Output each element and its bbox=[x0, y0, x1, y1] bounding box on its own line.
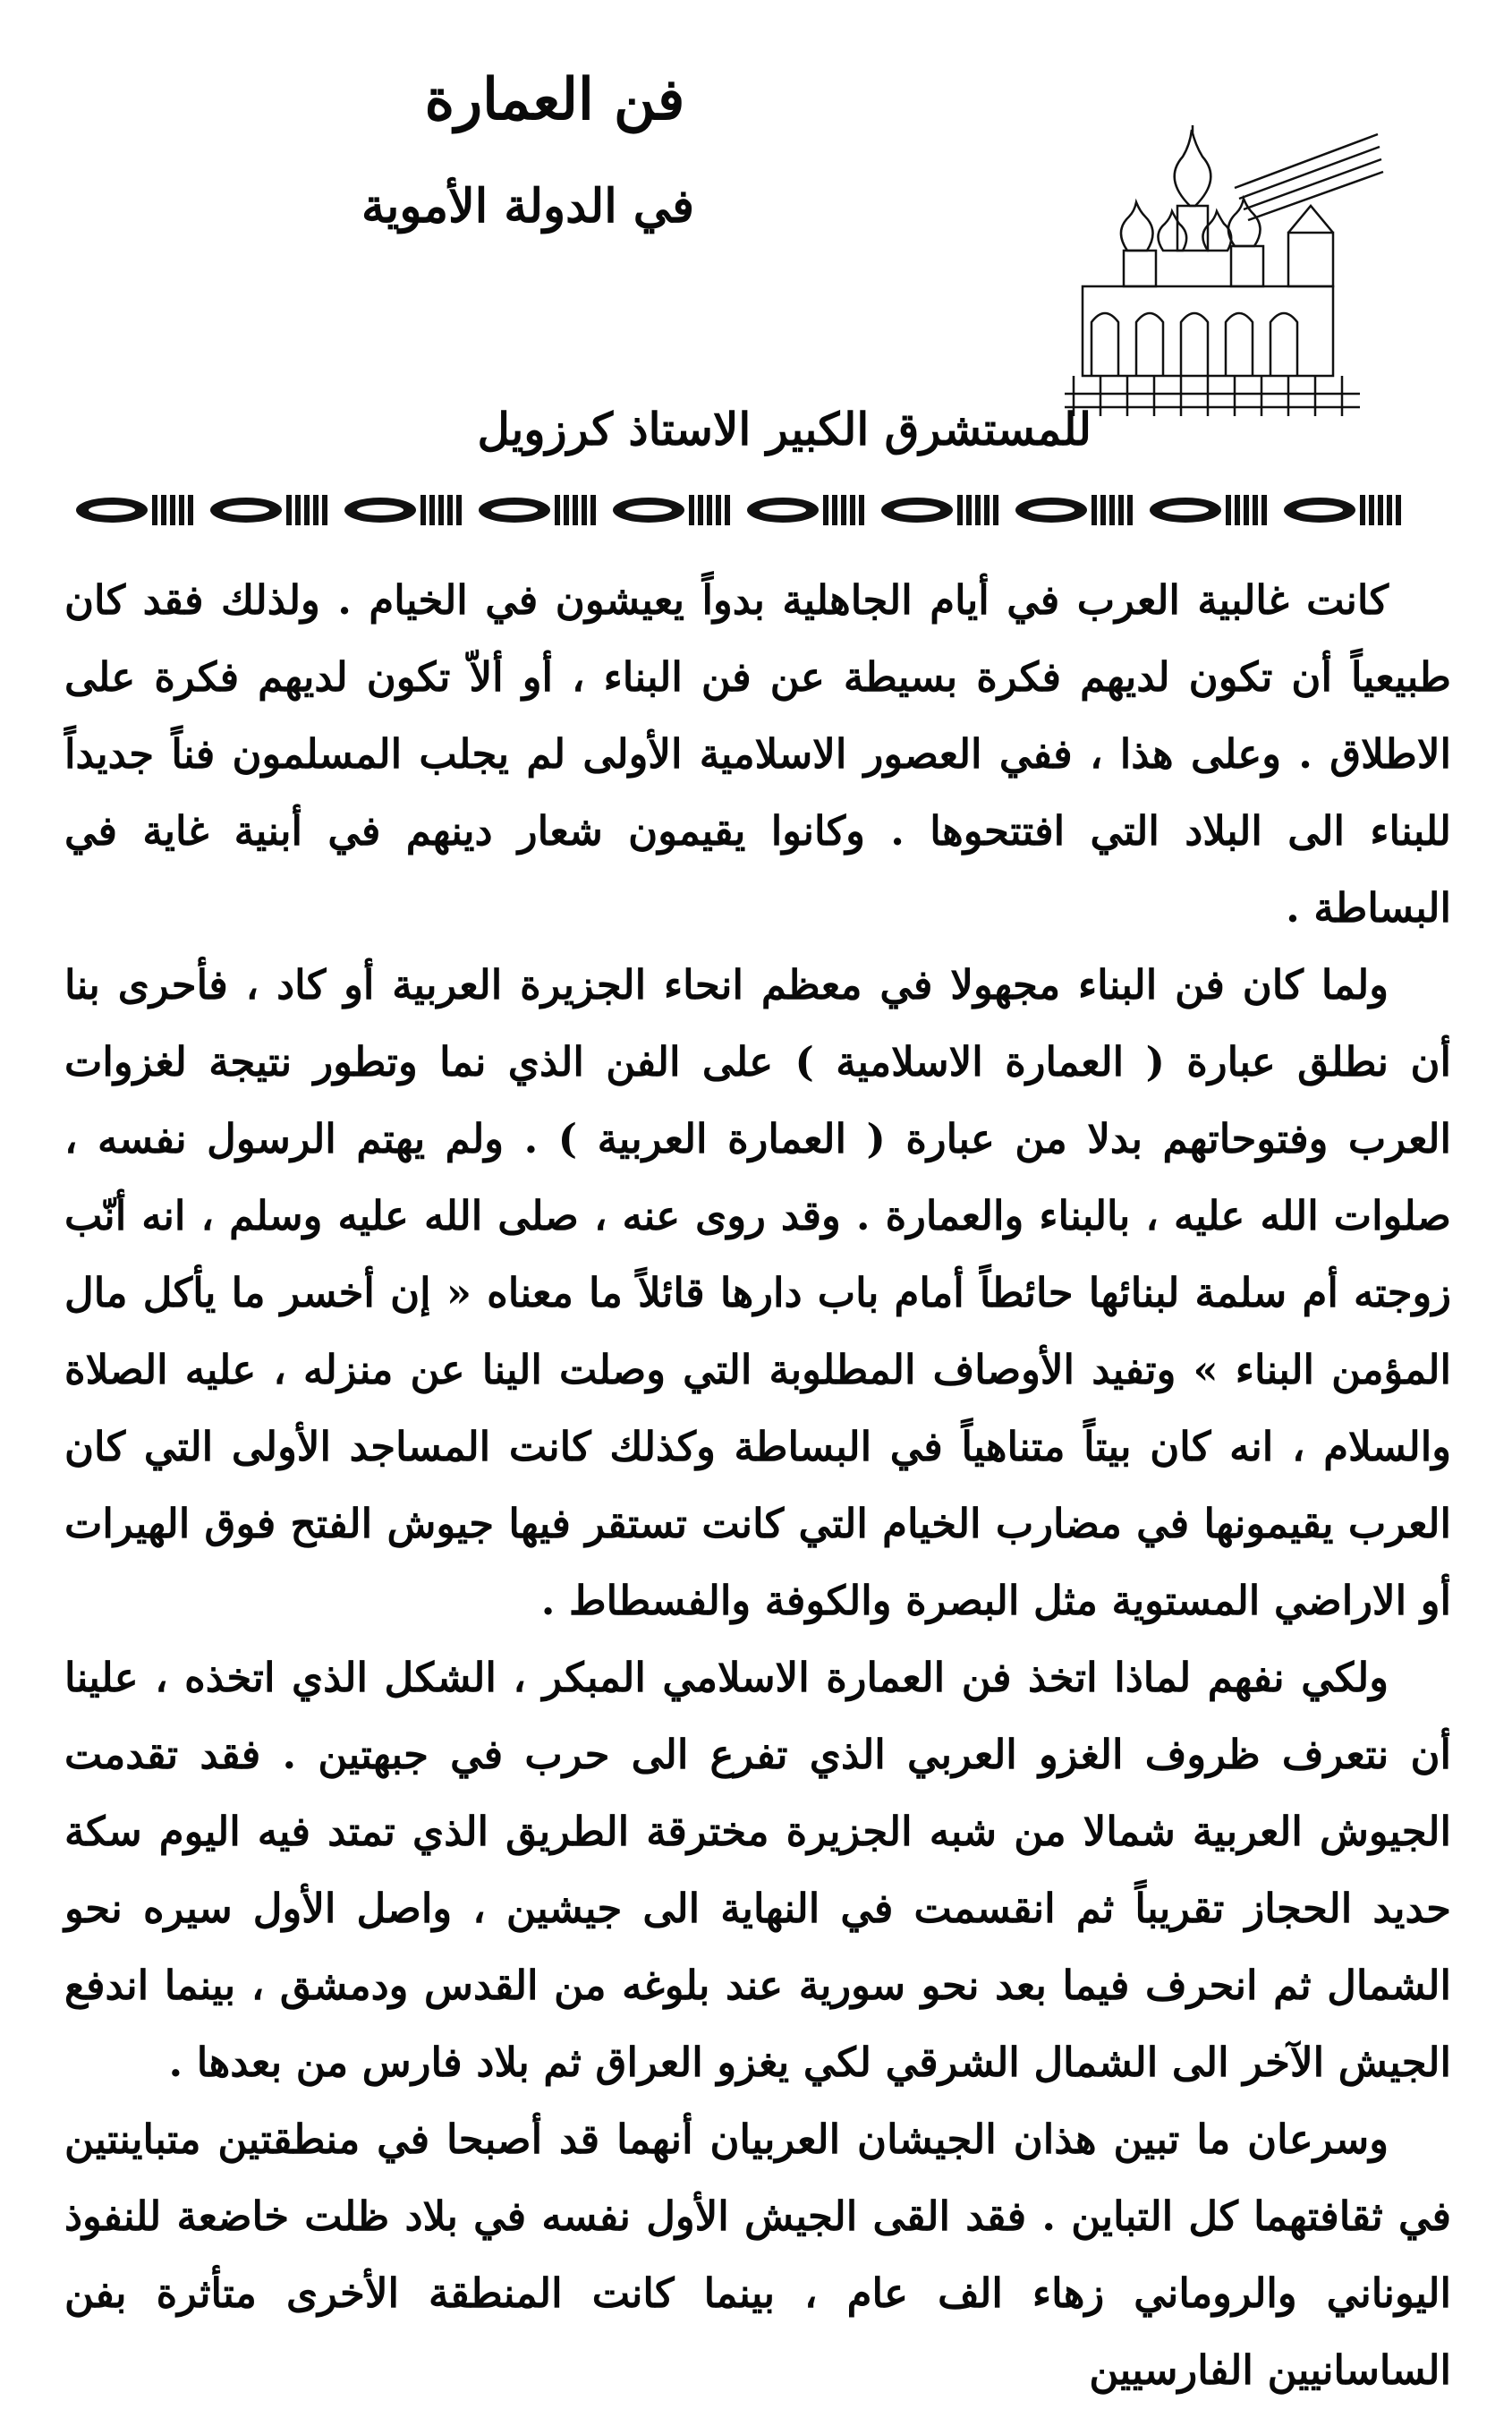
article-body bbox=[64, 562, 1451, 2409]
page-title: فن العمارة bbox=[424, 66, 685, 133]
page-subtitle: في الدولة الأموية bbox=[361, 179, 694, 234]
author-line: للمستشرق الكبير الاستاذ كرزويل bbox=[477, 403, 1092, 455]
paragraph: ولما كان فن البناء مجهولا في معظم انحاء الجزيرة العربية أو كاد ، فأحرى بنا أن نطلق عبارة ( العمارة الاسلامية ) على الفن الذي نما وتطور نتيجة لغزوات العرب وفتوحاتهم بدلا من عبارة ( العمارة العربية ) . ولم يهتم الرسول نفسه ، صلوات الله عليه ، بالبناء والعمارة . وقد روى عنه ، صلى الله عليه وسلم ، انه أنّب زوجته أم سلمة لبنائها حائطاً أمام باب دارها قائلاً ما معناه « إن أخسر ما يأكل مال المؤمن البناء » وتفيد الأوصاف المطلوبة التي وصلت الينا عن منزله ، عليه الصلاة والسلام ، انه كان بيتاً متناهياً في البساطة وكذلك كانت المساجد الأولى التي كان العرب يقيمونها في مضارب الخيام التي كانت تستقر فيها جيوش الفتح فوق الهيرات أو الاراضي المستوية مثل البصرة والكوفة والفسطاط . bbox=[64, 961, 1451, 1624]
ornamental-divider-icon bbox=[72, 488, 1440, 532]
paragraph: ولكي نفهم لماذا اتخذ فن العمارة الاسلامي المبكر ، الشكل الذي اتخذه ، علينا أن نتعرف ظروف الغزو العربي الذي تفرع الى حرب في جبهتين . فقد تقدمت الجيوش العربية شمالا من شبه الجزيرة مخترقة الطريق الذي تمتد فيه اليوم سكة حديد الحجاز تقريباً ثم انقسمت في النهاية الى جيشين ، واصل الأول سيره نحو الشمال ثم انحرف فيما بعد نحو سورية عند بلوغه من القدس ودمشق ، بينما اندفع الجيش الآخر الى الشمال الشرقي لكي يغزو العراق ثم بلاد فارس من بعدها . bbox=[64, 1654, 1451, 2086]
paragraph: وسرعان ما تبين هذان الجيشان العربيان أنهما قد أصبحا في منطقتين متباينتين في ثقافتهما كل التباين . فقد القى الجيش الأول نفسه في بلاد ظلت خاضعة للنفوذ اليوناني والروماني زهاء الف عام ، بينما كانت المنطقة الأخرى متأثرة بفن الساسانيين الفارسيين bbox=[64, 2115, 1451, 2394]
domed-building-icon bbox=[1065, 125, 1387, 421]
paragraph: كانت غالبية العرب في أيام الجاهلية بدواً يعيشون في الخيام . ولذلك فقد كان طبيعياً أن تكون لديهم فكرة بسيطة عن فن البناء ، أو ألاّ تكون لديهم فكرة على الاطلاق . وعلى هذا ، ففي العصور الاسلامية الأولى لم يجلب المسلمون فناً جديداً للبناء الى البلاد التي افتتحوها . وكانوا يقيمون شعار دينهم في أبنية غاية في البساطة . bbox=[64, 576, 1451, 932]
